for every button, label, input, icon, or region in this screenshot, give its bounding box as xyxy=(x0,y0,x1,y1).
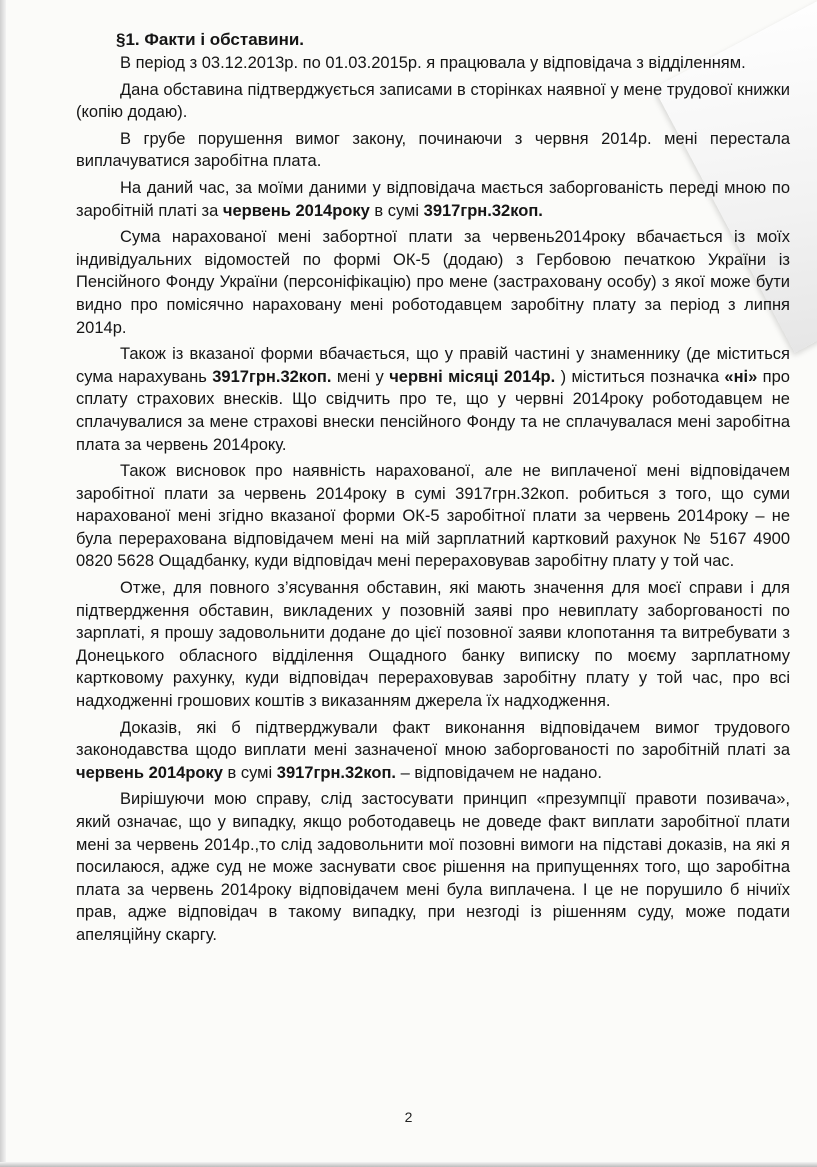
paragraphs xyxy=(76,52,790,947)
text-run: в сумі xyxy=(369,201,424,220)
text-run: про сплату страхових внесків. Що свідчить про те, що у червні 2014року роботодавцем не сплачувалися за мене страхові внески пенсійного Фонду та не сплачувалася мені заробітна плата за червень 2014року. xyxy=(76,367,790,454)
paragraph xyxy=(76,52,790,75)
bold-text: 3917грн.32коп. xyxy=(212,367,332,386)
bold-text: червні місяці 2014р. xyxy=(389,367,556,386)
paragraph xyxy=(76,577,790,713)
text-run: В грубе порушення вимог закону, починаючи з червня 2014р. мені перестала виплачуватися заробітна плата. xyxy=(76,129,790,171)
text-run: Сума нарахованої мені забортної плати за червень2014року вбачається із моїх індивідуальних відомостей по формі ОК-5 (додаю) з Гербовою печаткою України із Пенсійного Фонду України (персоніфікацію) про мене (застраховану особу) з якої може бути видно про помісячно нараховану мені роботодавцем заробітну плату за період з липня 2014р. xyxy=(76,228,790,337)
bold-text: «ні» xyxy=(724,367,758,386)
bold-text: 3917грн.32коп. xyxy=(276,763,397,782)
text-run: ) міститься позначка xyxy=(555,367,725,386)
paragraph xyxy=(76,343,790,456)
text-run: Доказів, які б підтверджували факт виконання відповідачем вимог трудового законодавства щодо виплати мені зазначеної мною заборгованості по заробітній платі за xyxy=(76,718,790,760)
page-number: 2 xyxy=(404,1109,413,1125)
text-run: Також висновок про наявність нарахованої, але не виплаченої мені відповідачем заробітної плати за червень 2014року в сумі 3917грн.32коп. робиться з того, що суми нарахованої мені згідно вказаної форми ОК-5 заробітної плати за червень 2014року – не була перерахована відповідачем мені на мій зарплатний картковий рахунок № 5167 4900 0820 5628 Ощадбанку, куди відповідач мені перераховував заробітну плату у той час. xyxy=(76,462,790,571)
text-run: в сумі xyxy=(222,763,277,782)
text-run: Отже, для повного з’ясування обставин, які мають значення для моєї справи і для підтвердження обставин, викладених у позовній заяві про невиплату заборгованості по зарплаті, я прошу задовольнити додане до цієї позовної заяви клопотання та витребувати з Донецького обласного відділення Ощадного банку виписку по моєму зарплатному картковому рахунку, куди відповідач перераховував заробітну плату у той час, про всі надходженні грошових коштів з виказанням джерела їх надходження. xyxy=(76,579,790,711)
paragraph xyxy=(76,79,790,124)
paragraph xyxy=(76,128,790,173)
paragraph xyxy=(76,177,790,222)
paragraph xyxy=(76,788,790,946)
text-run: Також із вказаної форми вбачається, що у правій частині у знаменнику (де міститься сума нарахувань xyxy=(76,345,790,386)
document-body xyxy=(76,28,790,951)
page-bottom-edge xyxy=(0,1162,817,1167)
paragraph xyxy=(76,460,790,573)
text-run: мені у xyxy=(331,367,390,386)
paragraph xyxy=(76,226,790,339)
text-run: В період з 03.12.2013р. по 01.03.2015р. я працювала у відповідача з відділенням. xyxy=(120,54,746,72)
section-title: §1. Факти і обставини. xyxy=(116,30,305,49)
text-run: – відповідачем не надано. xyxy=(396,763,602,782)
bold-text: червень 2014року xyxy=(222,201,370,220)
text-run: Вирішуючи мою справу, слід застосувати принцип «презумпції правоти позивача», який означає, що у випадку, якщо роботодавець не доведе факт виплати заробітної плати мені за червень 2014р.,то слід задовольнити мої позовні вимоги на підставі доказів, на які я посилаюся, адже суд не може заснувати своє рішення на припущеннях того, що заробітна плата за червень 2014року відповідачем мені була виплачена. І це не порушило б нічиїх прав, адже відповідач в такому випадку, при незгоді із рішенням суду, може подати апеляційну скаргу. xyxy=(76,790,790,944)
bold-text: червень 2014року xyxy=(76,763,223,782)
bold-text: 3917грн.32коп. xyxy=(423,201,543,220)
page-left-edge xyxy=(0,0,6,1167)
text-run: На даний час, за моїми даними у відповідача мається заборгованість переді мною по заробітній платі за xyxy=(76,178,790,220)
paragraph xyxy=(76,717,790,785)
text-run: Дана обставина підтверджується записами в сторінках наявної у мене трудової книжки (копію додаю). xyxy=(76,80,790,122)
